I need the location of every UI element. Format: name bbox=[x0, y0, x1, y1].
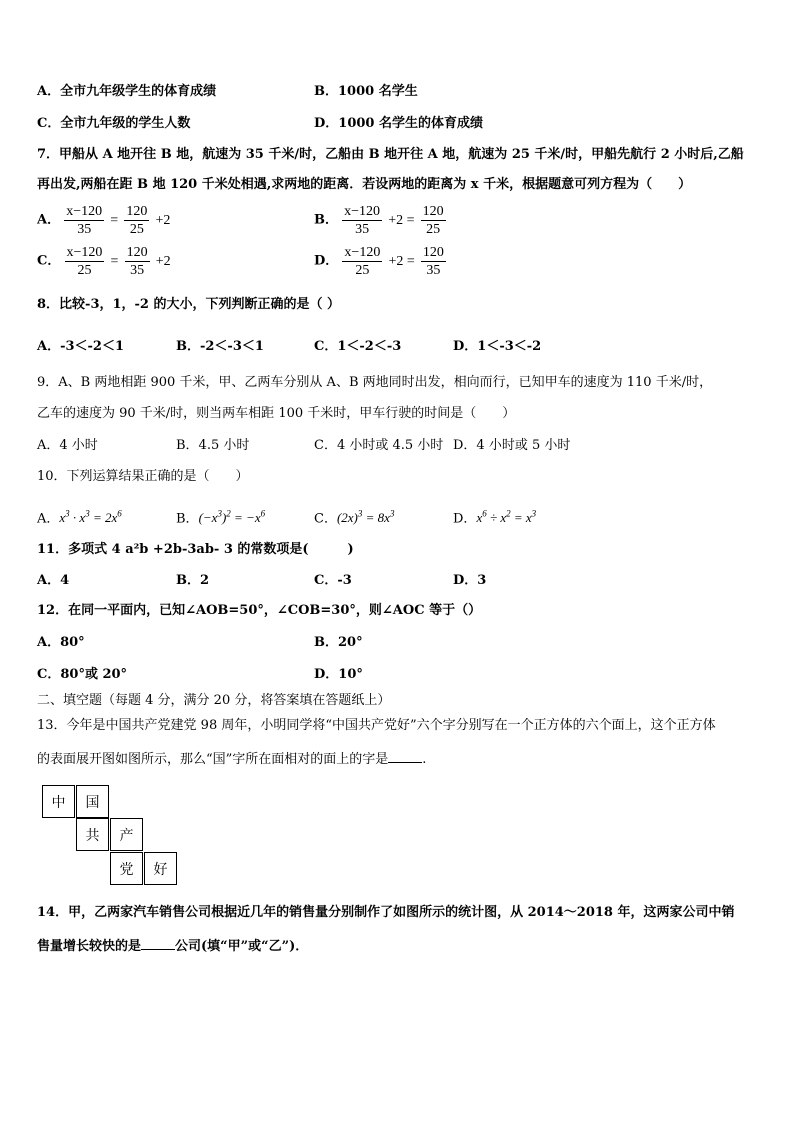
q8-option-b: B．-2＜-3＜1 bbox=[176, 339, 264, 354]
q8-option-d: D．1＜-3＜-2 bbox=[453, 339, 542, 354]
q10-option-c: C．$(2x)^3 = 8x^3$ bbox=[314, 509, 395, 527]
math-expression: $(-x^3)^2 = -x^6$ bbox=[198, 509, 266, 526]
answer-blank bbox=[388, 749, 422, 763]
q12-option-c: C．80°或 20° bbox=[37, 667, 128, 682]
q11-stem: 11．多项式 4 a²b +2b-3ab- 3 的常数项是( ) bbox=[37, 542, 354, 557]
q12-option-b: B．20° bbox=[314, 635, 363, 650]
q9-stem-line1: 9．A、B 两地相距 900 千米，甲、乙两车分别从 A、B 两地同时出发，相向而行，已知甲车的速度为 110 千米/时， bbox=[37, 375, 713, 390]
q7-option-a: A． $\frac{x-120}{35}$ = $\frac{120}{25}$ +2 bbox=[37, 204, 171, 237]
q8-option-a: A．-3＜-2＜1 bbox=[37, 339, 125, 354]
fraction: $\frac{x-120}{25}$ bbox=[66, 245, 103, 278]
q7-option-b: B． $\frac{x-120}{35}$ +2 = $\frac{120}{25}$ bbox=[314, 204, 444, 237]
q6-option-d: D．1000 名学生的体育成绩 bbox=[314, 116, 483, 131]
answer-blank bbox=[141, 936, 175, 950]
math-expression: $(2x)^3 = 8x^3$ bbox=[336, 509, 395, 526]
fraction: $\frac{x-120}{35}$ bbox=[66, 204, 103, 237]
fraction: $\frac{x-120}{35}$ bbox=[344, 204, 381, 237]
fraction: $\frac{120}{25}$ bbox=[422, 204, 444, 237]
q6-option-b: B．1000 名学生 bbox=[314, 84, 418, 99]
q8-stem: 8．比较-3，1，-2 的大小，下列判断正确的是（ ） bbox=[37, 297, 341, 312]
section-heading: 二、填空题（每题 4 分，满分 20 分，将答案填在答题纸上） bbox=[37, 693, 391, 708]
q12-option-d: D．10° bbox=[314, 667, 363, 682]
q11-option-b: B．2 bbox=[176, 573, 210, 588]
q6-option-a: A．全市九年级学生的体育成绩 bbox=[37, 84, 217, 99]
fraction: $\frac{120}{25}$ bbox=[126, 204, 148, 237]
q9-option-a: A．4 小时 bbox=[37, 438, 98, 453]
q6-option-c: C．全市九年级的学生人数 bbox=[37, 116, 191, 131]
q9-option-b: B．4.5 小时 bbox=[176, 438, 250, 453]
q9-option-c: C．4 小时或 4.5 小时 bbox=[314, 438, 444, 453]
net-cell: 中 bbox=[42, 785, 75, 818]
q10-stem: 10．下列运算结果正确的是（ ） bbox=[37, 469, 249, 484]
q8-option-c: C．1＜-2＜-3 bbox=[314, 339, 402, 354]
q14-stem-line2: 售量增长较快的是 公司(填“甲”或“乙”)． bbox=[37, 936, 308, 956]
net-cell: 产 bbox=[110, 818, 143, 851]
q10-option-d: D．$x^6 \div x^2 = x^3$ bbox=[453, 509, 537, 527]
q9-option-d: D．4 小时或 5 小时 bbox=[453, 438, 571, 453]
q10-option-a: A．$x^3 \cdot x^3 = 2x^6$ bbox=[37, 509, 122, 527]
net-cell: 好 bbox=[144, 852, 177, 885]
q12-stem: 12．在同一平面内，已知∠AOB=50°，∠COB=30°，则∠AOC 等于（） bbox=[37, 603, 482, 618]
q10-option-b: B．$(-x^3)^2 = -x^6$ bbox=[176, 509, 266, 527]
q13-stem-line2: 的表面展开图如图所示，那么“国”字所在面相对的面上的字是 . bbox=[37, 749, 426, 769]
fraction: $\frac{120}{35}$ bbox=[422, 245, 444, 278]
q12-option-a: A．80° bbox=[37, 635, 85, 650]
q14-stem-line1: 14．甲，乙两家汽车销售公司根据近几年的销售量分别制作了如图所示的统计图，从 2014～2018 年，这两家公司中销 bbox=[37, 905, 735, 920]
q7-stem-line2: 再出发,两船在距 B 地 120 千米处相遇,求两地的距离．若设两地的距离为 x 千米，根据题意可列方程为（ ） bbox=[37, 177, 692, 192]
q13-stem-line1: 13．今年是中国共产党建党 98 周年，小明同学将“中国共产党好”六个字分别写在一个正方体的六个面上，这个正方体 bbox=[37, 718, 716, 733]
net-cell: 党 bbox=[110, 852, 143, 885]
q7-option-c: C． $\frac{x-120}{25}$ = $\frac{120}{35}$ +2 bbox=[37, 245, 171, 278]
fraction: $\frac{x-120}{25}$ bbox=[344, 245, 381, 278]
q11-option-d: D．3 bbox=[453, 573, 487, 588]
q9-stem-line2: 乙车的速度为 90 千米/时，则当两车相距 100 千米时，甲车行驶的时间是（ ） bbox=[37, 406, 516, 421]
q11-option-c: C．-3 bbox=[314, 573, 352, 588]
net-cell: 国 bbox=[76, 785, 109, 818]
math-expression: $x^3 \cdot x^3 = 2x^6$ bbox=[59, 509, 122, 526]
fraction: $\frac{120}{35}$ bbox=[126, 245, 148, 278]
q11-option-a: A．4 bbox=[37, 573, 70, 588]
q7-option-d: D． $\frac{x-120}{25}$ +2 = $\frac{120}{35}$ bbox=[314, 245, 444, 278]
net-cell: 共 bbox=[76, 818, 109, 851]
q7-stem-line1: 7．甲船从 A 地开往 B 地，航速为 35 千米/时，乙船由 B 地开往 A 地，航速为 25 千米/时，甲船先航行 2 小时后,乙船 bbox=[37, 147, 744, 162]
math-expression: $x^6 \div x^2 = x^3$ bbox=[476, 509, 537, 526]
